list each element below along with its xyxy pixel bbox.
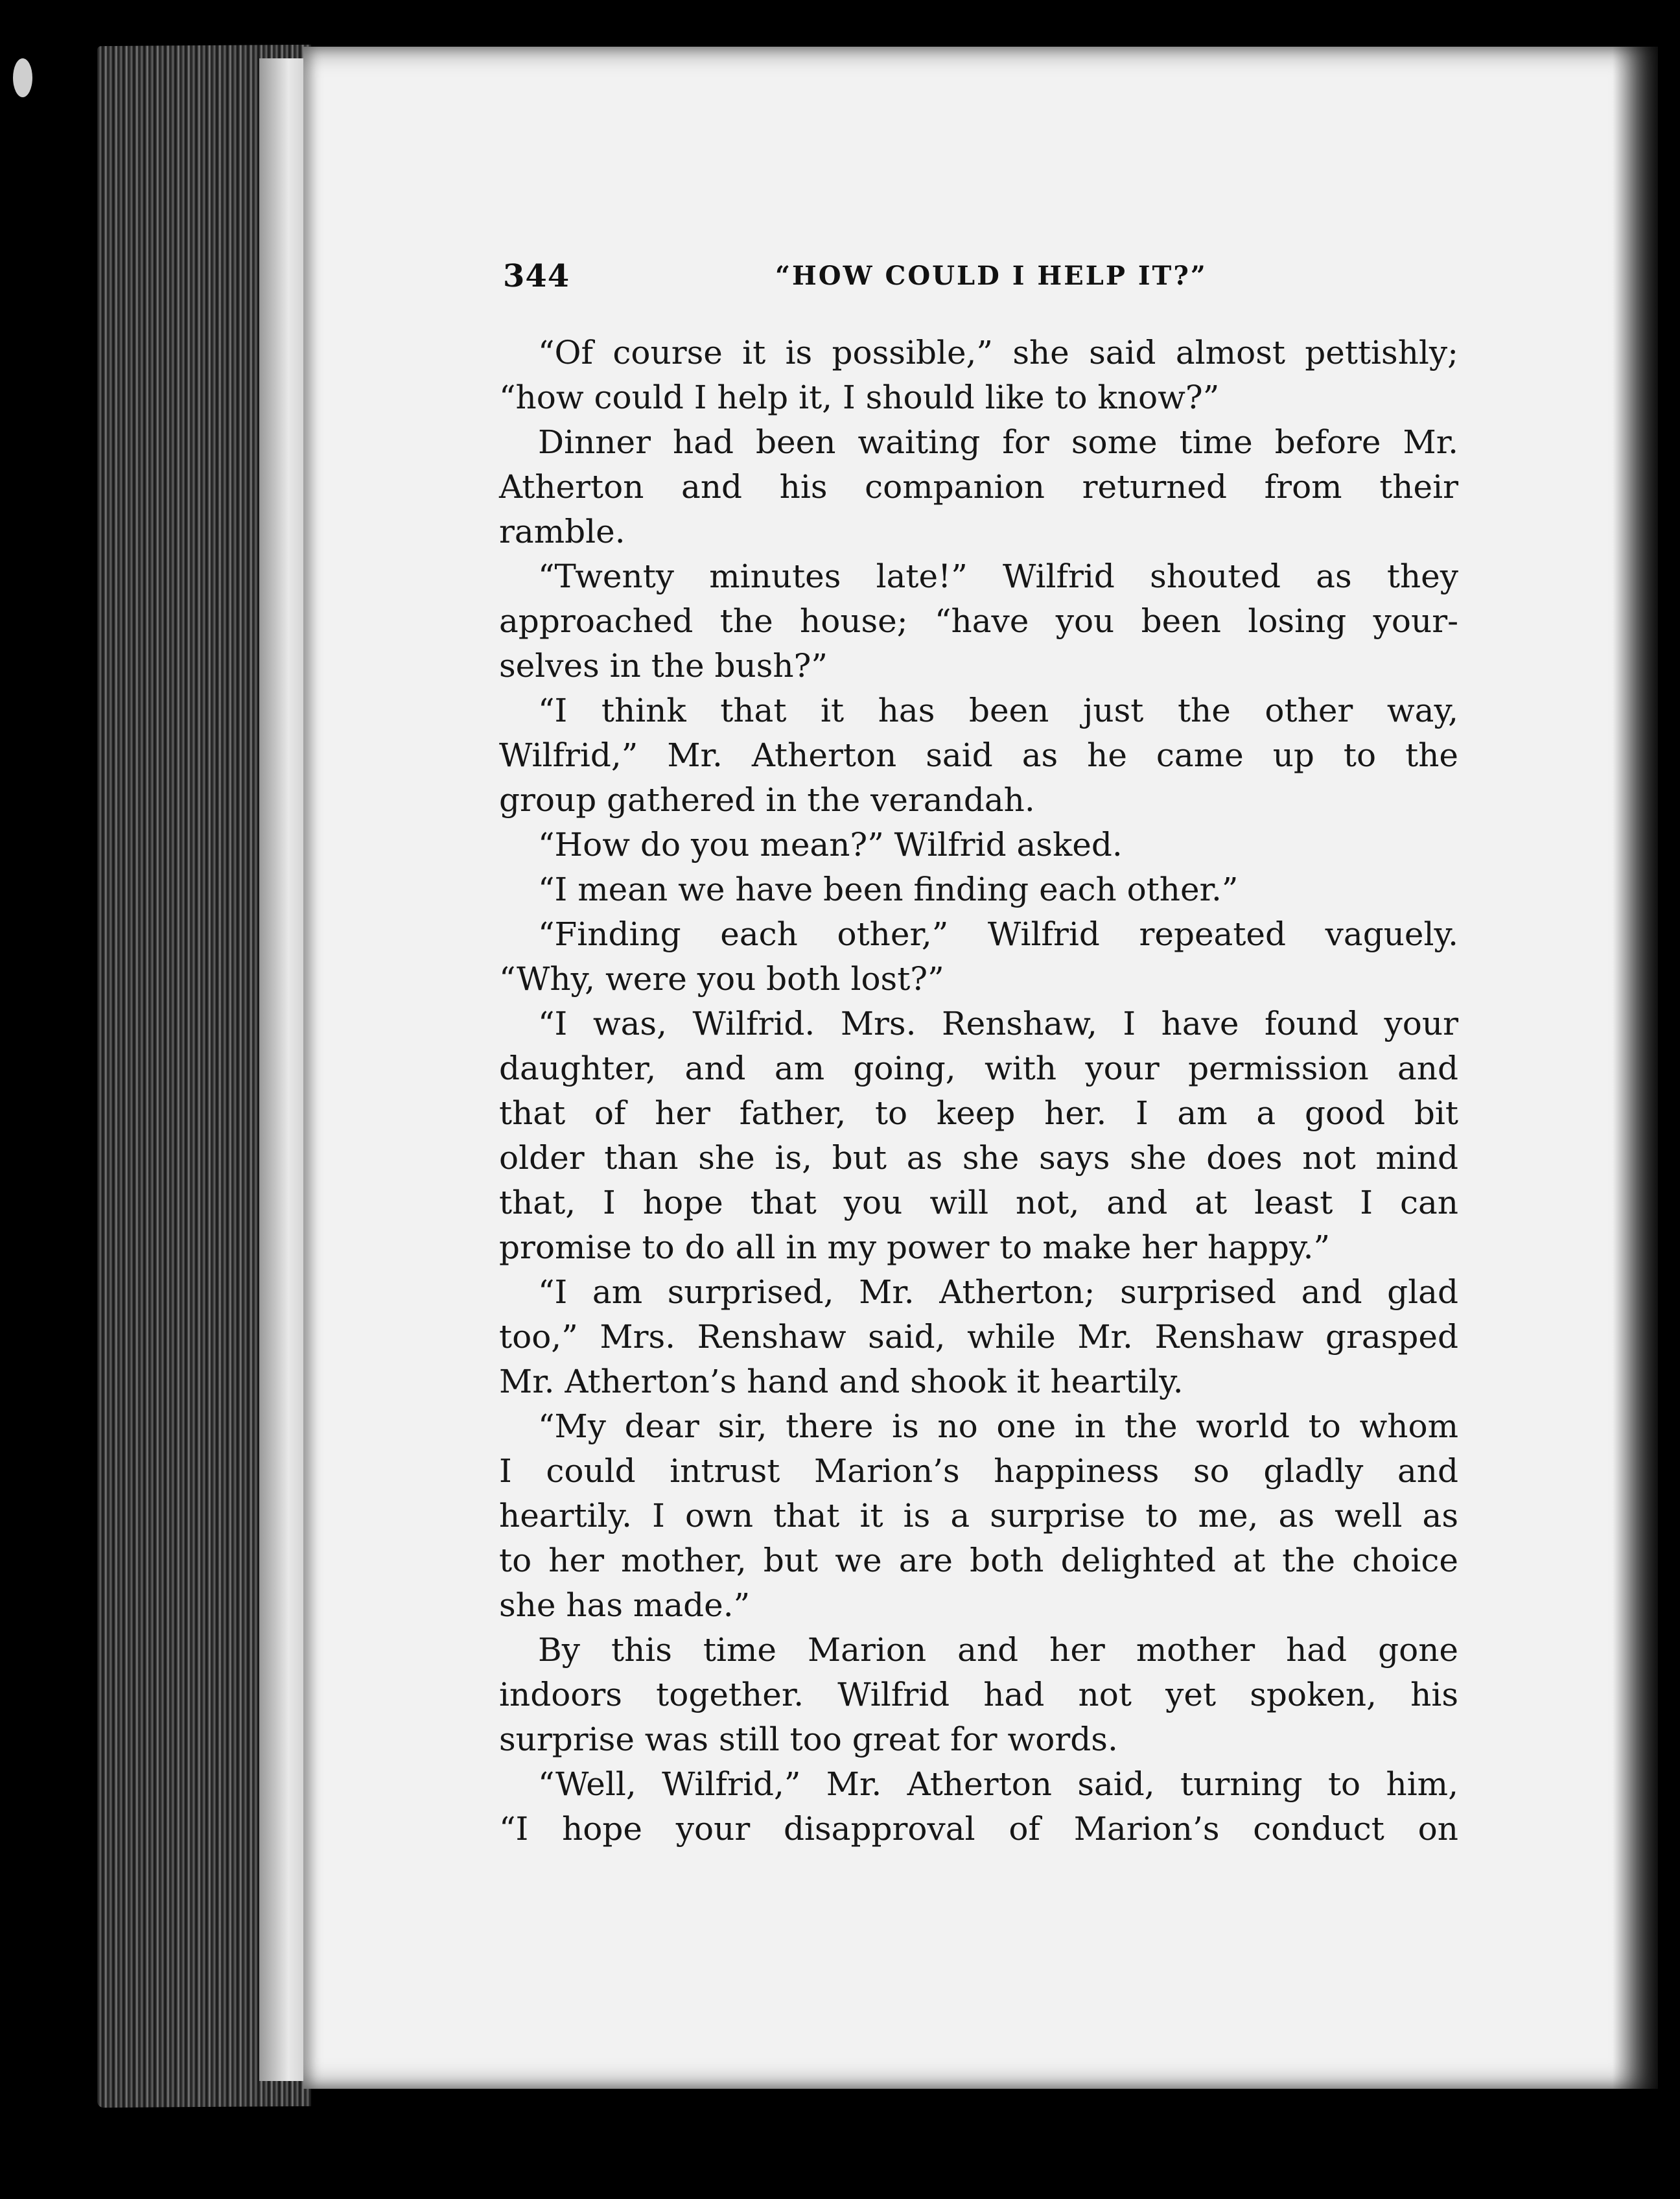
text-line: “I was, Wilfrid. Mrs. Renshaw, I have found your [538, 1005, 1458, 1042]
text-line: group gathered in the verandah. [499, 781, 1035, 819]
text-line: older than she is, but as she says she does not mind [499, 1139, 1458, 1177]
text-line: “My dear sir, there is no one in the world to whom [538, 1407, 1458, 1445]
text-line: daughter, and am going, with your permission and [499, 1050, 1458, 1087]
page-stack-edge [259, 58, 308, 2081]
text-line: “I mean we have been finding each other.” [538, 871, 1239, 908]
dust-speck [13, 58, 32, 97]
text-line: promise to do all in my power to make her happy.” [499, 1229, 1331, 1266]
text-line: ramble. [499, 513, 625, 550]
text-line: “I am surprised, Mr. Atherton; surprised and glad [538, 1273, 1458, 1311]
text-line: “Well, Wilfrid,” Mr. Atherton said, turning to him, [538, 1765, 1458, 1803]
running-title: “HOW COULD I HELP IT?” [775, 261, 1208, 291]
text-line: “I hope your disapproval of Marion’s conduct on [499, 1810, 1458, 1848]
text-line: Wilfrid,” Mr. Atherton said as he came up to the [499, 736, 1458, 774]
text-line: to her mother, but we are both delighted at the choice [499, 1542, 1458, 1579]
page-number: 344 [503, 258, 570, 294]
body-text [499, 331, 1458, 1852]
text-line: “how could I help it, I should like to know?” [499, 379, 1220, 416]
text-line: “How do you mean?” Wilfrid asked. [538, 826, 1123, 864]
text-line: “Of course it is possible,” she said almost pettishly; [538, 334, 1458, 371]
text-line: Atherton and his companion returned from their [499, 468, 1458, 506]
text-line: “Finding each other,” Wilfrid repeated vaguely. [538, 915, 1458, 953]
text-line: indoors together. Wilfrid had not yet spoken, his [499, 1676, 1458, 1713]
text-line: I could intrust Marion’s happiness so gladly and [499, 1452, 1458, 1490]
text-line: too,” Mrs. Renshaw said, while Mr. Renshaw grasped [499, 1318, 1458, 1356]
text-line: surprise was still too great for words. [499, 1721, 1118, 1758]
text-line: Dinner had been waiting for some time before Mr. [538, 423, 1458, 461]
text-line: heartily. I own that it is a surprise to me, as well as [499, 1497, 1458, 1535]
text-line: “I think that it has been just the other way, [538, 692, 1458, 729]
text-line: Mr. Atherton’s hand and shook it heartily. [499, 1363, 1184, 1400]
text-line: By this time Marion and her mother had gone [538, 1631, 1458, 1669]
text-line: that of her father, to keep her. I am a good bit [499, 1094, 1458, 1132]
page-header [503, 258, 1501, 303]
page-gutter-shadow [1613, 47, 1658, 2089]
text-line: that, I hope that you will not, and at least I can [499, 1184, 1458, 1221]
text-line: she has made.” [499, 1586, 751, 1624]
text-line: selves in the bush?” [499, 647, 828, 685]
text-line: “Why, were you both lost?” [499, 960, 944, 998]
text-line: “Twenty minutes late!” Wilfrid shouted as they [538, 558, 1458, 595]
text-line: approached the house; “have you been losing your- [499, 602, 1458, 640]
